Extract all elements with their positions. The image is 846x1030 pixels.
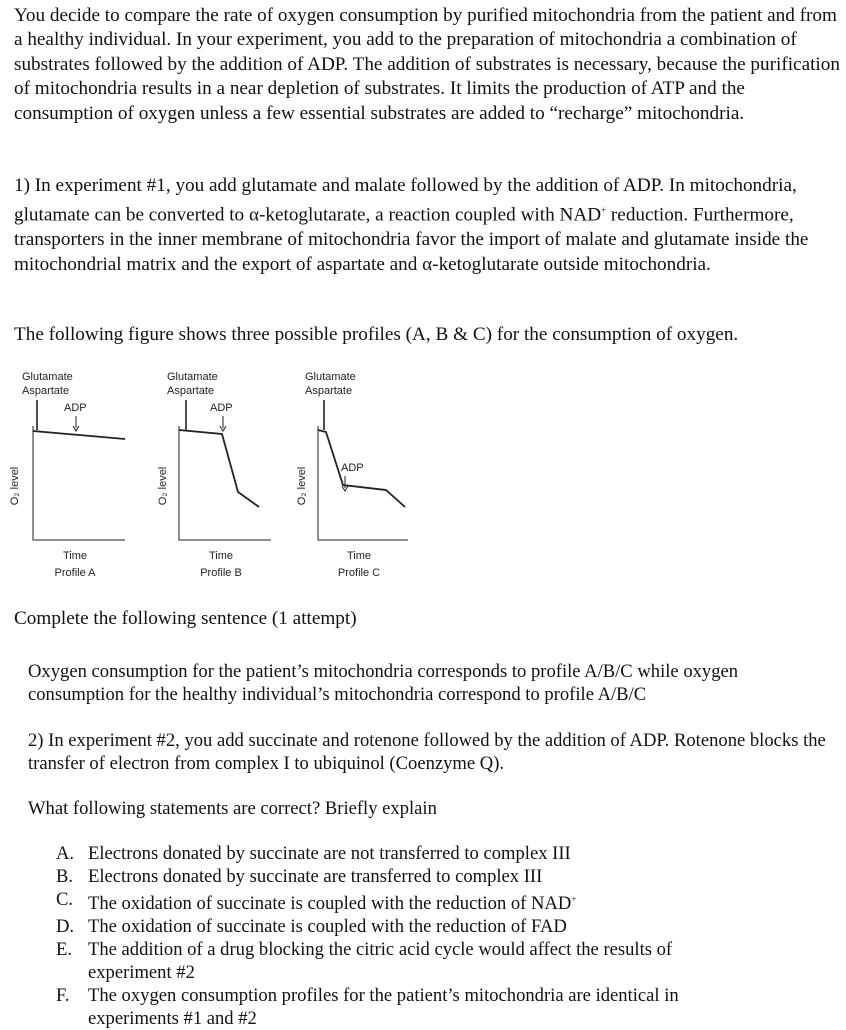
profile-c-adp-label: ADP [341,462,364,474]
profile-c-xlabel: Time [346,550,372,562]
profile-c-substrate-1: Glutamate [305,371,356,383]
option-c-letter: C. [56,889,74,910]
sentence-to-complete: Oxygen consumption for the patient’s mitochondria corresponds to profile A/B/C while oxygen consumption for the healthy individual’s mitochondria correspond to profile A/B/C [28,661,739,705]
profile-a-adp-label: ADP [64,402,87,414]
statements-list [56,842,746,1030]
complete-prompt: Complete the following sentence (1 attempt) [14,608,357,629]
experiment-1-text-a: 1) In experiment #1, you add glutamate and malate followed by the addition of ADP. In mitochondria, glutamate can be converted to α-ketoglutarate, a reaction coupled with NAD [14,175,797,226]
figure-intro: The following figure shows three possible profiles (A, B & C) for the consumption of oxygen. [14,324,739,345]
option-b-text: Electrons donated by succinate are transferred to complex III [88,866,543,887]
option-c [56,888,746,915]
profile-a-ylabel: O₂ level [9,466,21,506]
experiment-1-paragraph [14,174,840,277]
profile-b-substrate-1: Glutamate [167,371,218,383]
profile-c-substrate-2: Aspartate [305,385,353,397]
option-f-letter: F. [56,985,70,1007]
profile-b-panel [157,371,271,579]
profile-b-adp-label: ADP [210,402,233,414]
option-c-text: The oxidation of succinate is coupled with the reduction of NAD [88,893,572,915]
option-b-letter: B. [56,866,74,887]
option-c-superscript: + [571,894,577,904]
profile-c-panel [296,371,408,579]
intro-paragraph: You decide to compare the rate of oxygen consumption by purified mitochondria from the patient and from a healthy individual. In your experiment, you add to the preparation of mitochondria a combination of substrates followed by the addition of ADP. The addition of substrates is necessary, because the purification of mitochondria results in a near depletion of substrates. It limits the production of ATP and the consumption of oxygen unless a few essential substrates are added to “recharge” mitochondria. [14,5,840,124]
option-e-text: The addition of a drug blocking the citric acid cycle would affect the results of experiment #2 [88,939,673,984]
option-a-letter: A. [56,843,75,864]
profile-b-ylabel: O₂ level [157,466,169,506]
profile-b-substrate-2: Aspartate [167,385,215,397]
option-a-text: Electrons donated by succinate are not transferred to complex III [88,843,571,864]
option-b [56,865,746,888]
profile-a-axes [33,426,125,540]
option-a [56,842,746,865]
option-f-text: The oxygen consumption profiles for the patient’s mitochondria are identical in experiments #1 and #2 [88,985,679,1030]
experiment-2-paragraph: 2) In experiment #2, you add succinate and rotenone followed by the addition of ADP. Rotenone blocks the transfer of electron from complex I to ubiquinol (Coenzyme Q). [28,730,826,774]
profile-b-caption: Profile B [200,567,242,579]
profile-c-caption: Profile C [337,567,381,579]
profile-a-caption: Profile A [54,567,96,579]
profile-c-axes [318,426,408,540]
profile-a-xlabel: Time [62,550,88,562]
profile-a-o2-trace [33,431,125,439]
option-d-text: The oxidation of succinate is coupled with the reduction of FAD [88,916,567,938]
option-e [56,938,746,984]
oxygen-profiles-figure [0,360,846,600]
option-d [56,915,746,938]
profile-c-ylabel: O₂ level [296,466,308,506]
option-f [56,984,746,1030]
profile-b-o2-trace [179,430,259,507]
profile-b-xlabel: Time [208,550,234,562]
profile-a-panel [9,371,125,579]
statements-prompt: What following statements are correct? Briefly explain [28,798,437,819]
nad-superscript: + [601,205,607,216]
profile-a-substrate-2: Aspartate [22,385,70,397]
profile-a-substrate-1: Glutamate [22,371,73,383]
option-d-letter: D. [56,916,75,938]
experiment-1-text-b: reduction. Furthermore, transporters in the inner membrane of mitochondria favor the import of malate and glutamate inside the mitochondrial matrix and the export of aspartate and α-ketoglutarate outside mitochondria. [14,204,809,275]
option-e-letter: E. [56,939,73,961]
